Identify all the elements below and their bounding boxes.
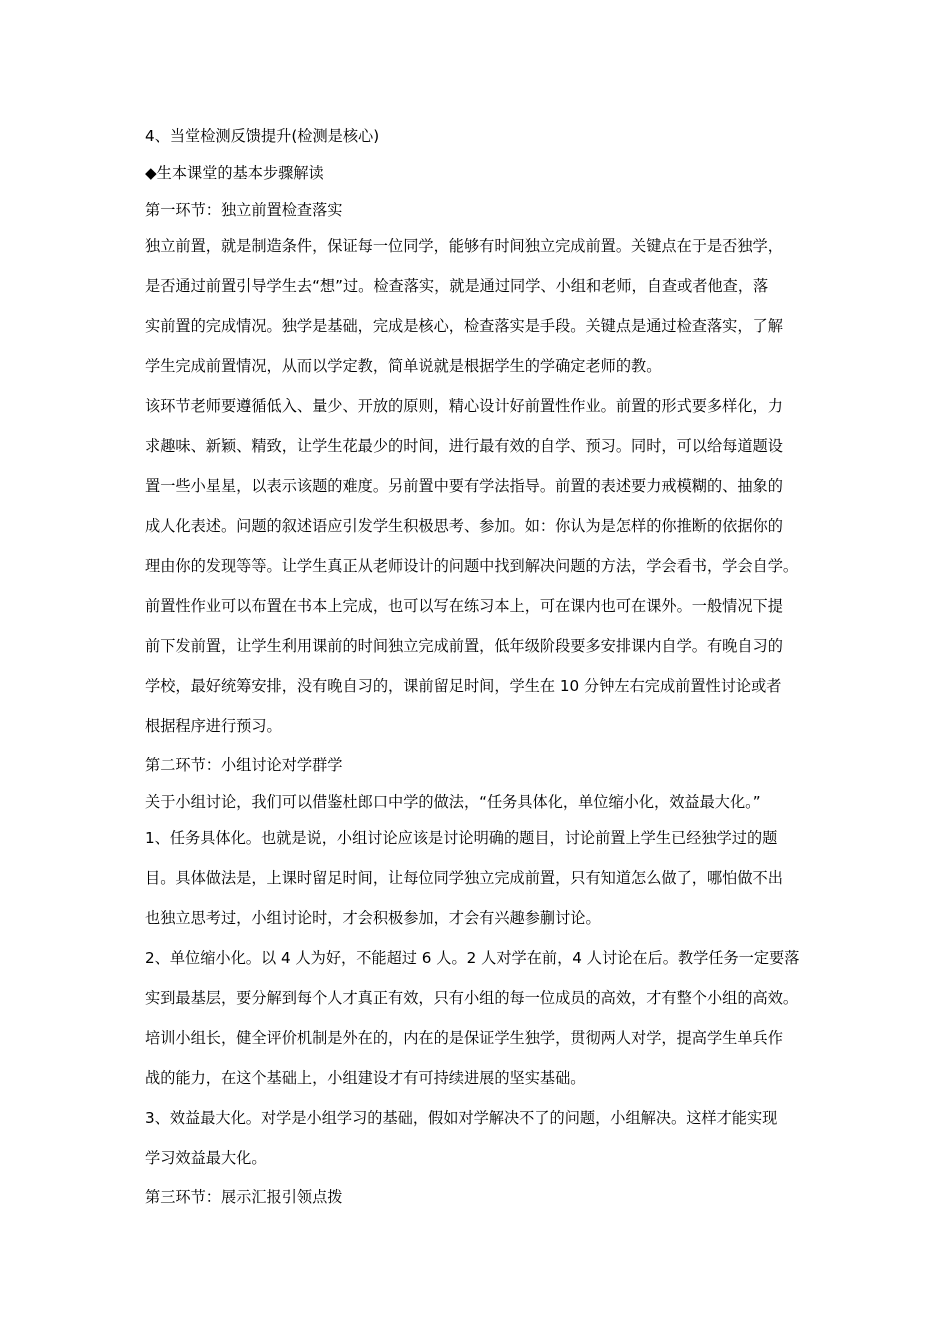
paragraph-line: 前下发前置，让学生利用课前的时间独立完成前置，低年级阶段要多安排课内自学。有晚自习的 [145, 637, 783, 655]
paragraph-line: 理由你的发现等等。让学生真正从老师设计的问题中找到解决问题的方法，学会看书，学会自学。 [145, 557, 799, 575]
paragraph-line: 1、任务具体化。也就是说，小组讨论应该是讨论明确的题目，讨论前置上学生已经独学过的题 [145, 829, 778, 847]
paragraph-line: 置一些小星星，以表示该题的难度。另前置中要有学法指导。前置的表述要力戒模糊的、抽象的 [145, 477, 783, 495]
subheading-stage-3: 第三环节：展示汇报引领点拨 [145, 1188, 343, 1206]
subheading-stage-2: 第二环节：小组讨论对学群学 [145, 756, 343, 774]
paragraph-line: 2、单位缩小化。以 4 人为好，不能超过 6 人。2 人对学在前，4 人讨论在后。教学任务一定要落 [145, 949, 800, 967]
paragraph-line: 战的能力，在这个基础上，小组建设才有可持续进展的坚实基础。 [145, 1069, 586, 1087]
paragraph-line: 实前置的完成情况。独学是基础，完成是核心，检查落实是手段。关键点是通过检查落实，了解 [145, 317, 783, 335]
paragraph-line: 也独立思考过，小组讨论时，才会积极参加，才会有兴趣参蒯讨论。 [145, 909, 601, 927]
paragraph-line: 成人化表述。问题的叙述语应引发学生积极思考、参加。如：你认为是怎样的你推断的依据你的 [145, 517, 783, 535]
list-item-step-4: 4、当堂检测反馈提升(检测是核心) [145, 127, 380, 145]
paragraph-line: 培训小组长，健全评价机制是外在的，内在的是保证学生独学，贯彻两人对学，提高学生单兵作 [145, 1029, 783, 1047]
paragraph-line: 学生完成前置情况，从而以学定教，简单说就是根据学生的学确定老师的教。 [145, 357, 662, 375]
paragraph-line: 实到最基层，要分解到每个人才真正有效，只有小组的每一位成员的高效，才有整个小组的高效。 [145, 989, 799, 1007]
paragraph-line: 是否通过前置引导学生去“想”过。检查落实，就是通过同学、小组和老师，自查或者他查，落 [145, 277, 769, 295]
paragraph-line: 关于小组讨论，我们可以借鉴杜郎口中学的做法，“任务具体化，单位缩小化，效益最大化。” [145, 793, 761, 811]
paragraph-line: 3、效益最大化。对学是小组学习的基础，假如对学解决不了的问题，小组解决。这样才能实现 [145, 1109, 778, 1127]
section-heading: ◆生本课堂的基本步骤解读 [145, 164, 324, 182]
paragraph-line: 学习效益最大化。 [145, 1149, 267, 1167]
paragraph-line: 该环节老师要遵循低入、量少、开放的原则，精心设计好前置性作业。前置的形式要多样化，力 [145, 397, 783, 415]
paragraph-line: 前置性作业可以布置在书本上完成，也可以写在练习本上，可在课内也可在课外。一般情况下提 [145, 597, 783, 615]
paragraph-line: 根据程序进行预习。 [145, 717, 282, 735]
paragraph-line: 学校，最好统筹安排，没有晚自习的，课前留足时间，学生在 10 分钟左右完成前置性讨论或者 [145, 677, 782, 695]
subheading-stage-1: 第一环节：独立前置检查落实 [145, 201, 343, 219]
paragraph-line: 独立前置，就是制造条件，保证每一位同学，能够有时间独立完成前置。关键点在于是否独学， [145, 237, 783, 255]
paragraph-line: 目。具体做法是，上课时留足时间，让每位同学独立完成前置，只有知道怎么做了，哪怕做不出 [145, 869, 783, 887]
paragraph-line: 求趣味、新颖、精致，让学生花最少的时间，进行最有效的自学、预习。同时，可以给每道题设 [145, 437, 783, 455]
